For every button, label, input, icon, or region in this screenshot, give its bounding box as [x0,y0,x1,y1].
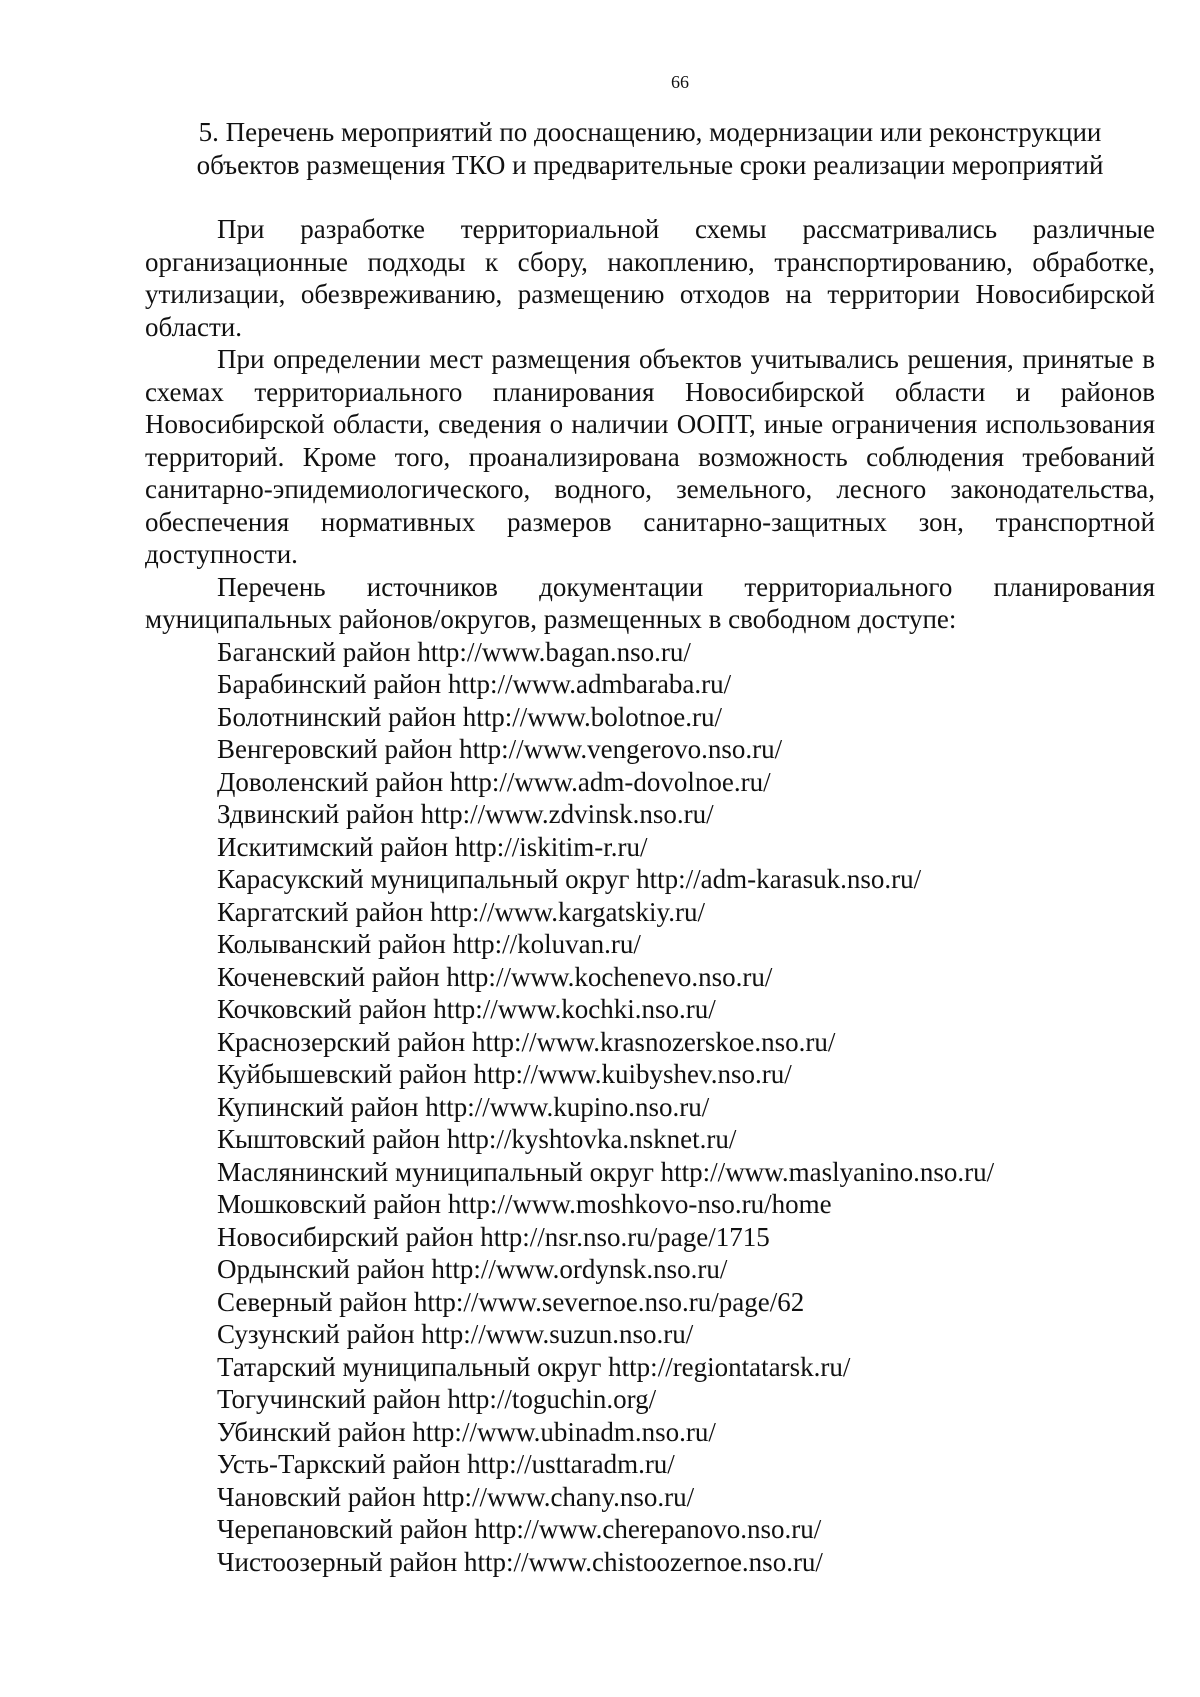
list-item: Доволенский район http://www.adm-dovolnoe.ru/ [217,766,771,797]
list-item: Краснозерский район http://www.krasnozerskoe.nso.ru/ [217,1026,836,1057]
list-item: Искитимский район http://iskitim-r.ru/ [217,831,648,862]
list-item: Здвинский район http://www.zdvinsk.nso.ru/ [217,799,714,829]
list-item: Маслянинский муниципальный округ http://www.maslyanino.nso.ru/ [217,1156,995,1187]
list-item: Мошковский район http://www.moshkovo-nso.ru/home [217,1189,832,1219]
paragraph-approaches: При разработке территориальной схемы рассматривались различные организационные подходы к сбору, накоплению, транспортированию, обработке, утилизации, обезвреживанию, размещению отходов на территории Новосибирской области. [145,214,1155,342]
list-item: Усть-Таркский район http://usttaradm.ru/ [217,1449,675,1479]
list-item: Чановский район http://www.chany.nso.ru/ [217,1481,695,1512]
list-item: Баганский район http://www.bagan.nso.ru/ [217,636,691,667]
list-item: Куйбышевский район http://www.kuibyshev.nso.ru/ [217,1059,792,1089]
page-number: 66 [671,72,689,92]
list-item: Новосибирский район http://nsr.nso.ru/page/1715 [217,1221,770,1252]
heading-line-2: объектов размещения ТКО и предварительные сроки реализации мероприятий [196,150,1104,180]
list-item: Барабинский район http://www.admbaraba.ru/ [217,669,732,699]
list-item: Ордынский район http://www.ordynsk.nso.ru/ [217,1254,728,1284]
list-item: Черепановский район http://www.cherepanovo.nso.ru/ [217,1514,822,1544]
list-item: Татарский муниципальный округ http://regiontatarsk.ru/ [217,1351,851,1382]
section-heading [145,116,1155,182]
list-item: Северный район http://www.severnoe.nso.ru/page/62 [217,1286,805,1317]
list-item: Колыванский район http://koluvan.ru/ [217,929,641,959]
list-item: Каргатский район http://www.kargatskiy.ru/ [217,896,705,927]
list-item: Чистоозерный район http://www.chistoozernoe.nso.ru/ [217,1546,823,1577]
document-body [145,213,1155,1578]
district-links-list [145,636,1155,1579]
list-item: Убинский район http://www.ubinadm.nso.ru/ [217,1416,716,1447]
list-item: Кыштовский район http://kyshtovka.nsknet.ru/ [217,1124,737,1154]
paragraph-site-selection: При определении мест размещения объектов учитывались решения, принятые в схемах территориального планирования Новосибирской области и районов Новосибирской области, сведения о наличии ООПТ, иные ограничения использования территорий. Кроме того, проанализирована возможность соблюдения требований санитарно-эпидемиологического, водного, земельного, лесного законодательства, обеспечения нормативных размеров санитарно-защитных зон, транспортной доступности. [145,344,1155,569]
list-item: Коченевский район http://www.kochenevo.nso.ru/ [217,961,773,992]
list-item: Карасукский муниципальный округ http://adm-karasuk.nso.ru/ [217,864,922,894]
list-item: Сузунский район http://www.suzun.nso.ru/ [217,1319,694,1349]
list-item: Кочковский район http://www.kochki.nso.ru/ [217,994,716,1024]
list-item: Купинский район http://www.kupino.nso.ru/ [217,1091,710,1122]
heading-line-1: 5. Перечень мероприятий по дооснащению, модернизации или реконструкции [198,117,1102,147]
list-item: Венгеровский район http://www.vengerovo.nso.ru/ [217,734,783,764]
paragraph-sources-intro: Перечень источников документации территориального планирования муниципальных районов/округов, размещенных в свободном доступе: [145,571,1155,634]
list-item: Болотнинский район http://www.bolotnoe.ru/ [217,701,723,732]
list-item: Тогучинский район http://toguchin.org/ [217,1384,657,1414]
